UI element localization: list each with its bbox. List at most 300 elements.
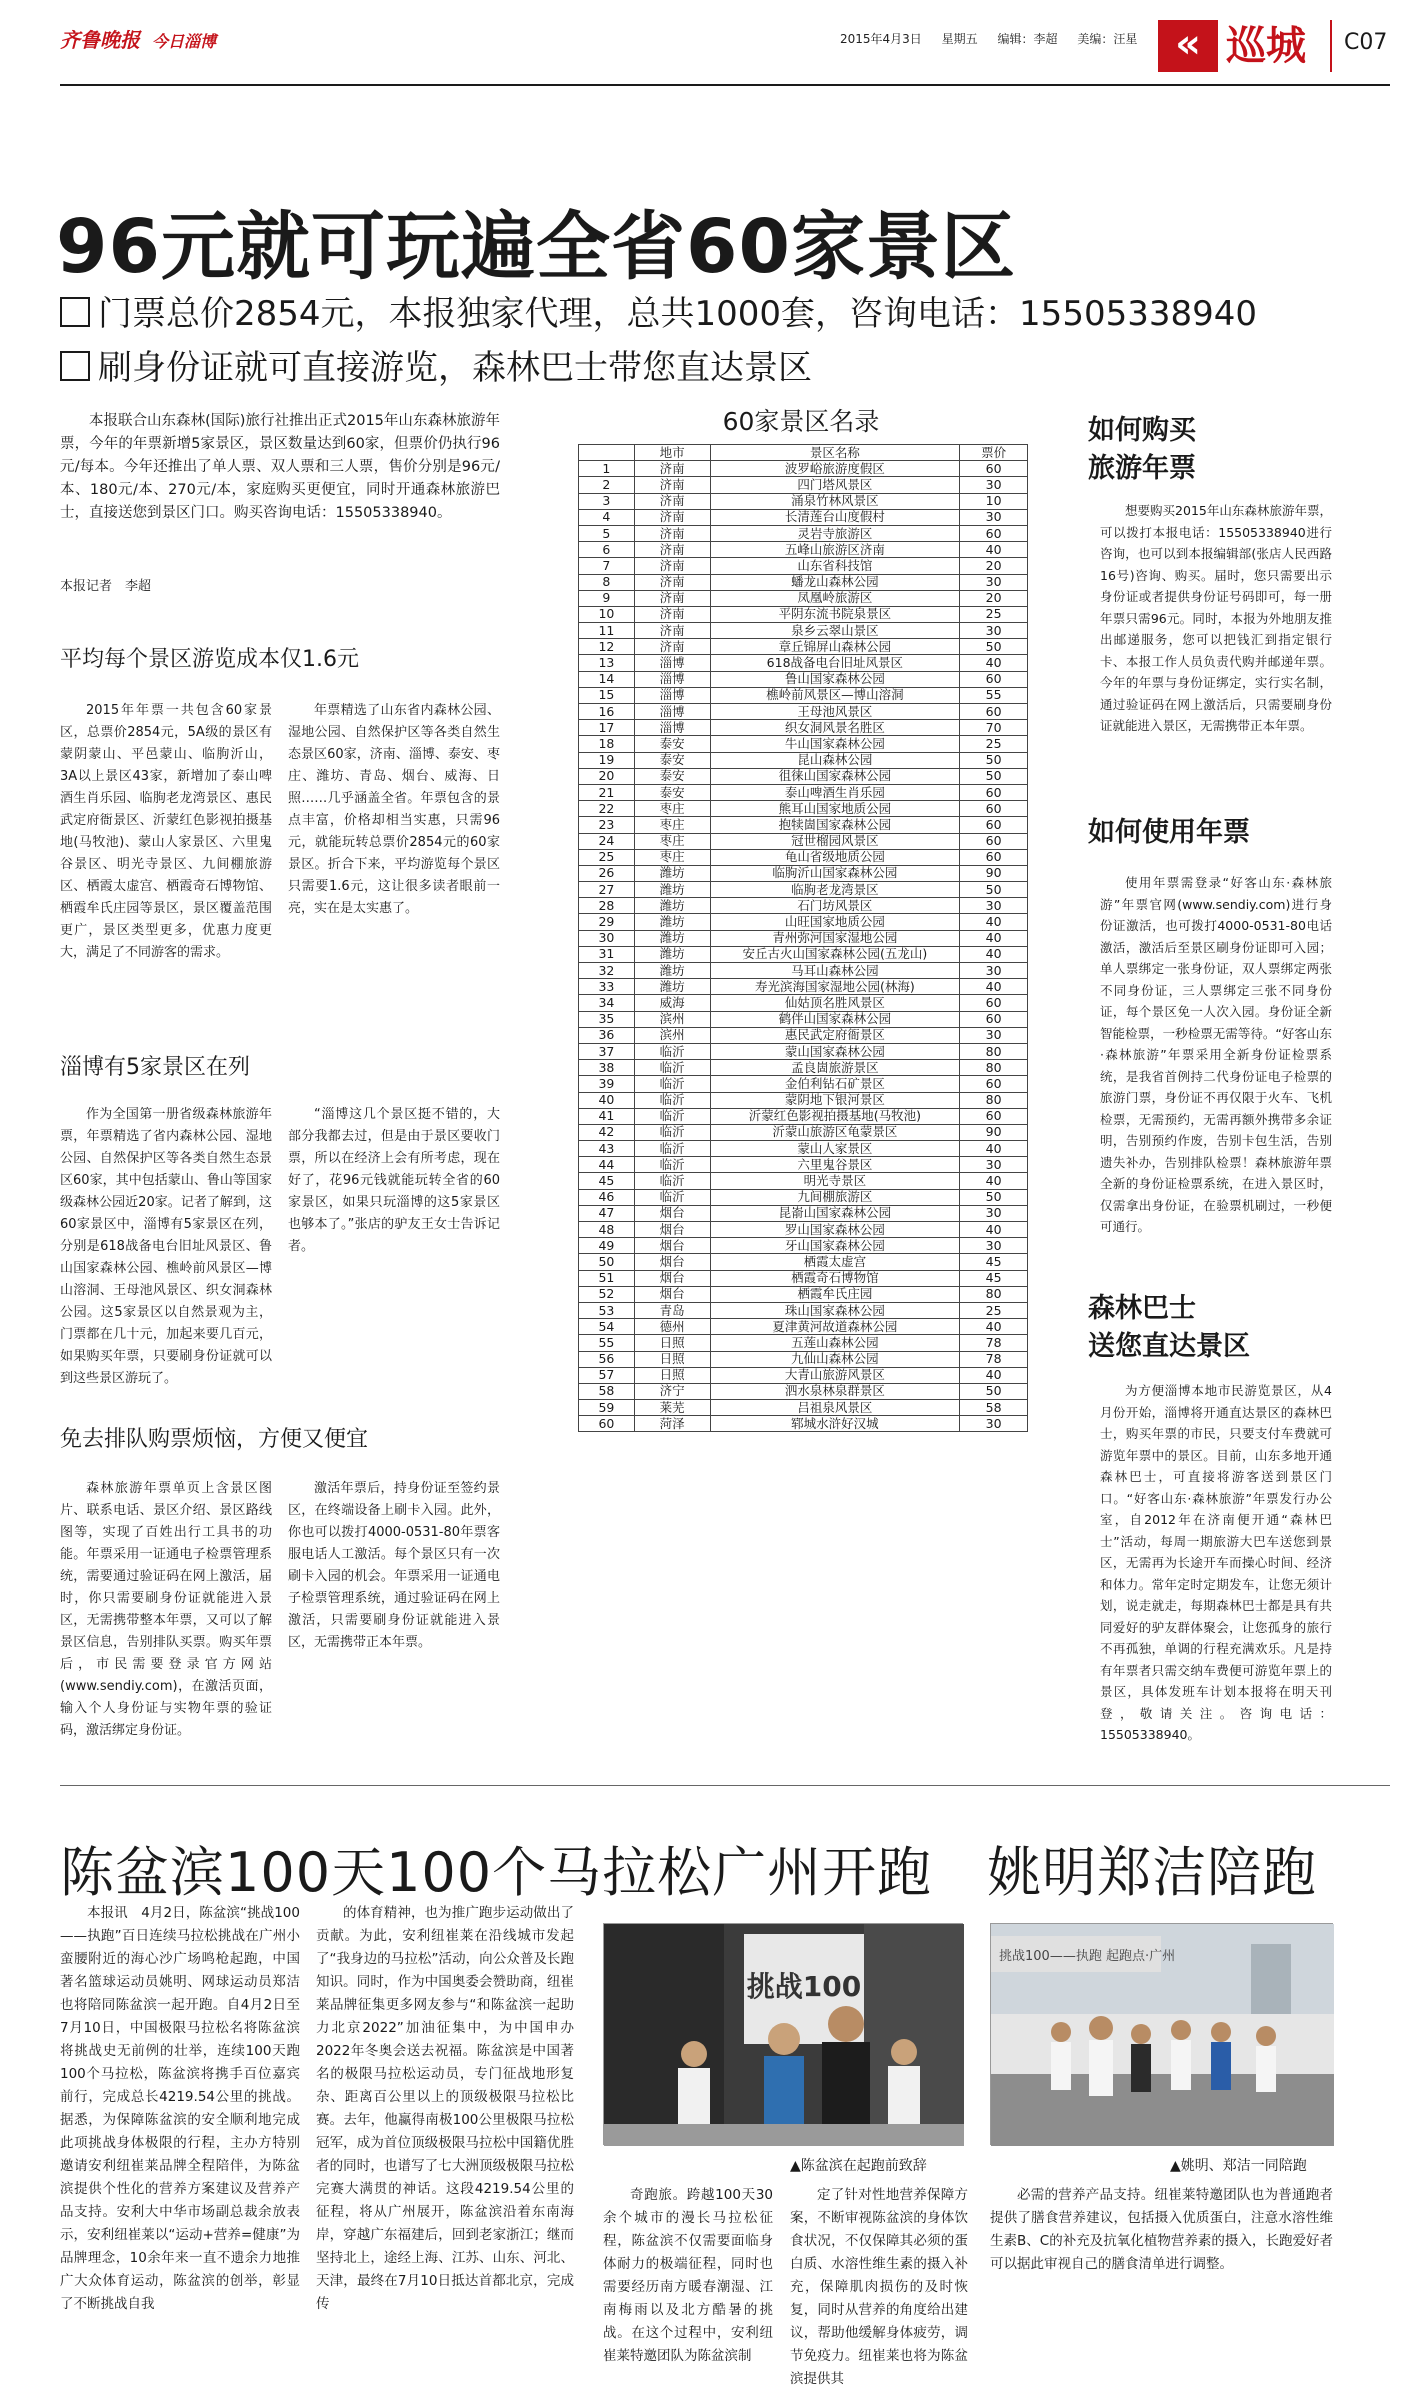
section-3-col-2-text: 激活年票后，持身份证至签约景区，在终端设备上刷卡入园。此外，你也可以拨打4000-0531-80年票客服电话人工激活。每个景区只有一次刷卡入园的机会。年票采用一证通电子检票管理系统，通过验证码在网上激活，只需要刷身份证就能进入景区，无需携带正本年票。 [288,1481,500,1650]
story-2-col-4 [790,2184,968,2387]
cell-price: 60 [960,995,1028,1011]
headline: 96元就可玩遍全省60家景区 [56,204,1016,290]
header-price: 票价 [960,445,1028,461]
cell-spot: 蟠龙山森林公园 [710,574,960,590]
cell-spot: 寿光滨海国家湿地公园(林海) [710,979,960,995]
cell-price: 40 [960,1367,1028,1383]
table-row [579,752,1028,768]
table-row [579,720,1028,736]
cell-price: 30 [960,1027,1028,1043]
section-2-col-1-text: 作为全国第一册省级森林旅游年票，年票精选了省内森林公园、湿地公园、自然保护区等各类自然生态景区60家，其中包括蒙山、鲁山等国家级森林公园近20家。记者了解到，这60家景区中，淄博有5家景区在列，分别是618战备电台旧址风景区、鲁山国家森林公园、樵岭前风景区—博山溶洞、王母池风景区、织女洞森林公园。这5家景区以自然景观为主，门票都在几十元，加起来要几百元，如果购买年票，只要刷身份证就可以到这些景区游玩了。 [60,1107,272,1386]
table-row [579,1222,1028,1238]
table-row [579,1092,1028,1108]
cell-spot: 织女洞风景名胜区 [710,720,960,736]
cell-index: 54 [579,1319,635,1335]
table-row [579,1319,1028,1335]
cell-spot: 长清莲台山度假村 [710,509,960,525]
cell-price: 40 [960,914,1028,930]
cell-spot: 蒙山人家景区 [710,1141,960,1157]
right-2-text: 使用年票需登录“好客山东·森林旅游”年票官网(www.sendiy.com)进行身份证激活，也可拨打4000-0531-80电话激活，激活后至景区刷身份证即可入园；单人票绑定一张身份证，双人票绑定两张不同身份证，三人票绑定三张不同身份证，每个景区免一人次入园。身份证全新智能检票，一秒检票无需等待。“好客山东·森林旅游”年票采用全新身份证检票系统，是我省首例持二代身份证电子检票的旅游门票，身份证不再仅限于火车、飞机检票，无需预约，无需再额外携带多余证明，告别预约作废，告别卡包生活，告别遗失补办，告别排队检票！森林旅游年票全新的身份证检票系统，在进入景区时，仅需拿出身份证，在验票机刷过，一秒便可通行。 [1100,875,1332,1234]
cell-city: 济南 [634,606,710,622]
cell-index: 18 [579,736,635,752]
cell-spot: 冠世榴园风景区 [710,833,960,849]
right-3-text: 为方便淄博本地市民游览景区，从4月份开始，淄博将开通直达景区的森林巴士，购买年票的市民，只要支付车费就可游览年票中的景区。目前，山东多地开通森林巴士，可直接将游客送到景区门口。“好客山东·森林旅游”年票发行办公室，自2012年在济南便开通“森林巴士”活动，每周一期旅游大巴车送您到景区，无需再为长途开车而操心时间、经济和体力。常年定时定期发车，让您无须计划，说走就走，每期森林巴士都是具有共同爱好的驴友群体聚会，让您孤身的旅行不再孤独，单调的行程充满欢乐。凡是持有年票者只需交纳车费便可游览年票上的景区，具体发班车计划本报将在明天刊登，敬请关注。咨询电话：15505338940。 [1100,1383,1332,1742]
cell-index: 39 [579,1076,635,1092]
cell-price: 30 [960,477,1028,493]
cell-index: 24 [579,833,635,849]
cell-index: 49 [579,1238,635,1254]
story-2-col-3-text: 奇跑旅。跨越100天30余个城市的漫长马拉松征程，陈盆滨不仅需要面临身体耐力的极端征程，同时也需要经历南方暖春潮湿、江南梅雨以及北方酷暑的挑战。在这个过程中，安利纽崔莱特邀团队为陈盆滨制 [603,2187,773,2364]
table-row [579,655,1028,671]
table-row [579,574,1028,590]
cell-index: 45 [579,1173,635,1189]
section-1-col-2-text: 年票精选了山东省内森林公园、湿地公园、自然保护区等各类自然生态景区60家，济南、淄博、泰安、枣庄、潍坊、青岛、烟台、威海、日照……几乎涵盖全省。年票包含的景点丰富，价格却相当实惠，只需96元，就能玩转总票价2854元的60家景区。折合下来，平均游览每个景区只需要1.6元，这让很多读者眼前一亮，实在是太实惠了。 [288,703,500,916]
right-3-title-line-2: 送您直达景区 [1088,1331,1250,1362]
cell-index: 34 [579,995,635,1011]
cell-spot: 明光寺景区 [710,1173,960,1189]
cell-index: 59 [579,1400,635,1416]
table-row [579,1302,1028,1318]
cell-city: 烟台 [634,1205,710,1221]
cell-price: 60 [960,801,1028,817]
cell-spot: 安丘古火山国家森林公园(五龙山) [710,946,960,962]
cell-index: 27 [579,882,635,898]
table-row [579,558,1028,574]
cell-city: 菏泽 [634,1416,710,1432]
cell-index: 32 [579,963,635,979]
cell-price: 30 [960,1416,1028,1432]
cell-index: 53 [579,1302,635,1318]
cell-price: 60 [960,525,1028,541]
cell-price: 40 [960,979,1028,995]
cell-price: 40 [960,1222,1028,1238]
table-row [579,590,1028,606]
table-row [579,1286,1028,1302]
table-row [579,1400,1028,1416]
paper-name: 齐鲁晚报 [60,28,140,52]
cell-price: 50 [960,1189,1028,1205]
cell-index: 8 [579,574,635,590]
cell-index: 15 [579,687,635,703]
cell-spot: 波罗峪旅游度假区 [710,461,960,477]
cell-price: 40 [960,946,1028,962]
cell-price: 25 [960,1302,1028,1318]
table-row [579,1011,1028,1027]
cell-price: 50 [960,882,1028,898]
cell-spot: 孟良崮旅游景区 [710,1060,960,1076]
table-row [579,801,1028,817]
square-bullet-icon [60,351,90,381]
section-2-title: 淄博有5家景区在列 [60,1055,250,1080]
cell-index: 5 [579,525,635,541]
cell-price: 78 [960,1335,1028,1351]
cell-price: 30 [960,509,1028,525]
table-row [579,736,1028,752]
cell-city: 临沂 [634,1108,710,1124]
table-row [579,671,1028,687]
cell-spot: 熊耳山国家地质公园 [710,801,960,817]
issue-info [840,30,1153,47]
cell-price: 40 [960,1173,1028,1189]
cell-price: 60 [960,1076,1028,1092]
designer-credit: 美编：汪星 [1077,32,1138,46]
story-2-col-5 [990,2184,1333,2368]
cell-price: 90 [960,865,1028,881]
cell-city: 青岛 [634,1302,710,1318]
cell-spot: 石门坊风景区 [710,898,960,914]
subhead-2-text: 刷身份证就可直接游览，森林巴士带您直达景区 [98,348,812,388]
cell-spot: 泗水泉林泉群景区 [710,1383,960,1399]
cell-city: 泰安 [634,768,710,784]
story-2-col-5-text: 必需的营养产品支持。纽崔莱特邀团队也为普通跑者提供了膳食营养建议，包括摄入优质蛋白，注意水溶性维生素B、C的补充及抗氧化植物营养素的摄入，长跑爱好者可以据此审视自己的膳食清单进行调整。 [990,2187,1333,2272]
section-1-col-1-text: 2015年年票一共包含60家景区，总票价2854元，5A级的景区有蒙阴蒙山、平邑蒙山、临朐沂山，3A以上景区43家，新增加了泰山啤酒生肖乐园、临朐老龙湾景区、惠民武定府衙景区、沂蒙红色影视拍摄基地(马牧池)、蒙山人家景区、六里鬼谷景区、明光寺景区、九间棚旅游区、栖霞太虚宫、栖霞奇石博物馆、栖霞牟氏庄园等景区，景区覆盖范围更广，景区类型更多，优惠力度更大，满足了不同游客的需求。 [60,703,272,960]
cell-spot: 龟山省级地质公园 [710,849,960,865]
cell-city: 烟台 [634,1270,710,1286]
cell-price: 50 [960,639,1028,655]
right-2-title [1088,814,1250,852]
right-1-title-line-2: 旅游年票 [1088,453,1196,484]
cell-spot: 五峰山旅游区济南 [710,542,960,558]
cell-spot: 沂蒙山旅游区龟蒙景区 [710,1124,960,1140]
table-row [579,542,1028,558]
header-city: 地市 [634,445,710,461]
cell-spot: 罗山国家森林公园 [710,1222,960,1238]
section-name: 今日淄博 [152,32,217,51]
cell-index: 6 [579,542,635,558]
cell-spot: 蒙阴地下银河景区 [710,1092,960,1108]
cell-index: 14 [579,671,635,687]
section-3-col-2 [288,1478,500,1768]
cell-spot: 青州弥河国家湿地公园 [710,930,960,946]
table-row [579,509,1028,525]
cell-index: 55 [579,1335,635,1351]
story-divider [60,1785,1390,1786]
table-row [579,1076,1028,1092]
cell-city: 泰安 [634,752,710,768]
cell-price: 30 [960,898,1028,914]
cell-city: 济南 [634,477,710,493]
cell-index: 36 [579,1027,635,1043]
table-row [579,461,1028,477]
table-row [579,525,1028,541]
cell-index: 12 [579,639,635,655]
cell-city: 泰安 [634,736,710,752]
cell-city: 枣庄 [634,833,710,849]
table-row [579,1270,1028,1286]
table-row [579,930,1028,946]
cell-city: 济宁 [634,1383,710,1399]
cell-spot: 五莲山森林公园 [710,1335,960,1351]
cell-price: 55 [960,687,1028,703]
cell-index: 28 [579,898,635,914]
cell-city: 枣庄 [634,849,710,865]
cell-city: 烟台 [634,1222,710,1238]
header-index [579,445,635,461]
cell-spot: 仙姑顶名胜风景区 [710,995,960,1011]
table-body [579,461,1028,1432]
cell-spot: 泰山啤酒生肖乐园 [710,784,960,800]
cell-city: 潍坊 [634,930,710,946]
table-row [579,1238,1028,1254]
subhead-1 [60,286,1257,335]
header-spot: 景区名称 [710,445,960,461]
cell-index: 1 [579,461,635,477]
cell-spot: 珠山国家森林公园 [710,1302,960,1318]
story-2-col-3 [603,2184,773,2368]
table-row [579,1254,1028,1270]
cell-price: 30 [960,1238,1028,1254]
table-row [579,623,1028,639]
paper-logo [60,24,216,53]
cell-spot: 沂蒙红色影视拍摄基地(马牧池) [710,1108,960,1124]
cell-city: 临沂 [634,1189,710,1205]
cell-price: 60 [960,704,1028,720]
cell-spot: 牙山国家森林公园 [710,1238,960,1254]
cell-price: 30 [960,623,1028,639]
cell-city: 潍坊 [634,979,710,995]
cell-price: 45 [960,1254,1028,1270]
table-row [579,493,1028,509]
cell-index: 2 [579,477,635,493]
cell-index: 48 [579,1222,635,1238]
cell-price: 60 [960,849,1028,865]
cell-city: 济南 [634,509,710,525]
cell-spot: 六里鬼谷景区 [710,1157,960,1173]
column-name: 巡城 [1226,23,1306,69]
cell-price: 60 [960,1011,1028,1027]
cell-spot: 山旺国家地质公园 [710,914,960,930]
cell-spot: 栖霞奇石博物馆 [710,1270,960,1286]
cell-index: 40 [579,1092,635,1108]
scenic-spots-table [578,444,1028,1432]
square-bullet-icon [60,297,90,327]
cell-index: 56 [579,1351,635,1367]
table-row [579,979,1028,995]
story-2-col-2-text: 的体育精神，也为推广跑步运动做出了贡献。为此，安利纽崔莱在沿线城市发起了“我身边的马拉松”活动，向公众普及长跑知识。同时，作为中国奥委会赞助商，纽崔莱品牌征集更多网友参与“和陈盆滨一起助力北京2022”加油征集中，为中国申办2022年冬奥会送去祝福。陈盆滨是中国著名的极限马拉松运动员，专门征战地形复杂、距离百公里以上的顶级极限马拉松比赛。去年，他赢得南极100公里极限马拉松冠军，成为首位顶级极限马拉松中国籍优胜者的同时，也谱写了七大洲顶级极限马拉松完赛大满贯的神话。这段4219.54公里的征程，将从广州展开，陈盆滨沿着东南海岸，穿越广东福建后，回到老家浙江；继而坚持北上，途经上海、江苏、山东、河北、天津，最终在7月10日抵达首都北京，完成传 [316,1905,574,2312]
cell-spot: 鹤伴山国家森林公园 [710,1011,960,1027]
right-2-body [1100,872,1332,1278]
cell-city: 潍坊 [634,963,710,979]
cell-price: 30 [960,1157,1028,1173]
cell-price: 20 [960,558,1028,574]
subhead-1-text: 门票总价2854元，本报独家代理，总共1000套，咨询电话：15505338940 [98,294,1258,334]
table-row [579,784,1028,800]
table-row [579,1205,1028,1221]
cell-index: 50 [579,1254,635,1270]
cell-price: 70 [960,720,1028,736]
cell-price: 40 [960,1141,1028,1157]
photo-1-caption: ▲陈盆滨在起跑前致辞 [790,2158,927,2174]
cell-price: 30 [960,1205,1028,1221]
cell-city: 临沂 [634,1141,710,1157]
cell-city: 烟台 [634,1286,710,1302]
cell-index: 43 [579,1141,635,1157]
table-row [579,946,1028,962]
cell-index: 9 [579,590,635,606]
cell-spot: 牛山国家森林公园 [710,736,960,752]
cell-city: 济南 [634,493,710,509]
cell-spot: 平阴东流书院泉景区 [710,606,960,622]
cell-index: 29 [579,914,635,930]
table-row [579,1043,1028,1059]
cell-city: 淄博 [634,720,710,736]
cell-price: 50 [960,768,1028,784]
cell-spot: 泉乡云翠山景区 [710,623,960,639]
table-row [579,1108,1028,1124]
right-2-title-line-1: 如何使用年票 [1088,817,1250,848]
section-1-col-1 [60,700,272,1000]
cell-index: 42 [579,1124,635,1140]
cell-city: 潍坊 [634,882,710,898]
table-row [579,882,1028,898]
cell-city: 济南 [634,590,710,606]
cell-city: 济南 [634,461,710,477]
issue-date: 2015年4月3日 [840,32,922,46]
editor-credit: 编辑：李超 [997,32,1058,46]
cell-price: 60 [960,1108,1028,1124]
table-row [579,1027,1028,1043]
chevron-left-icon: « [1158,20,1218,72]
cell-index: 46 [579,1189,635,1205]
cell-city: 潍坊 [634,898,710,914]
table-title: 60家景区名录 [722,407,880,436]
cell-price: 40 [960,1319,1028,1335]
cell-city: 枣庄 [634,801,710,817]
table-row [579,1124,1028,1140]
cell-price: 80 [960,1043,1028,1059]
issue-weekday: 星期五 [941,32,978,46]
cell-city: 烟台 [634,1238,710,1254]
cell-spot: 樵岭前风景区—博山溶洞 [710,687,960,703]
cell-city: 济南 [634,623,710,639]
cell-spot: 鲁山国家森林公园 [710,671,960,687]
cell-index: 38 [579,1060,635,1076]
cell-index: 47 [579,1205,635,1221]
cell-index: 21 [579,784,635,800]
right-1-text: 想要购买2015年山东森林旅游年票，可以拨打本报电话：15505338940进行咨询，也可以到本报编辑部(张店人民西路16号)咨询、购买。届时，您只需要出示身份证或者提供身份证号码即可，每一册年票只需96元。同时，本报为外地朋友推出邮递服务，您可以把钱汇到指定银行卡、本报工作人员负责代购并邮递年票。今年的年票与身份证绑定，实行实名制，通过验证码在网上激活后，只需要刷身份证就能进入景区，无需携带正本年票。 [1100,503,1332,733]
cell-city: 淄博 [634,687,710,703]
cell-price: 80 [960,1060,1028,1076]
cell-price: 80 [960,1092,1028,1108]
cell-city: 莱芜 [634,1400,710,1416]
cell-city: 滨州 [634,1011,710,1027]
table-row [579,1157,1028,1173]
cell-spot: 徂徕山国家森林公园 [710,768,960,784]
cell-index: 60 [579,1416,635,1432]
cell-index: 17 [579,720,635,736]
cell-price: 80 [960,1286,1028,1302]
badge-divider [1330,20,1332,72]
cell-index: 31 [579,946,635,962]
cell-city: 枣庄 [634,817,710,833]
table-row [579,1416,1028,1432]
photo-yao-zheng [990,1923,1333,2145]
table-row [579,1383,1028,1399]
cell-price: 10 [960,493,1028,509]
section-1-title: 平均每个景区游览成本仅1.6元 [60,647,359,672]
cell-spot: 大青山旅游风景区 [710,1367,960,1383]
cell-index: 23 [579,817,635,833]
cell-index: 52 [579,1286,635,1302]
table-row [579,898,1028,914]
cell-price: 40 [960,542,1028,558]
cell-city: 临沂 [634,1043,710,1059]
cell-price: 25 [960,736,1028,752]
cell-spot: 吕祖泉风景区 [710,1400,960,1416]
cell-city: 济南 [634,574,710,590]
banner-text: 挑战100 [746,1970,862,2003]
cell-city: 泰安 [634,784,710,800]
cell-index: 13 [579,655,635,671]
table-row [579,849,1028,865]
cell-index: 35 [579,1011,635,1027]
cell-spot: 郓城水浒好汉城 [710,1416,960,1432]
table-row [579,704,1028,720]
cell-spot: 山东省科技馆 [710,558,960,574]
cell-city: 临沂 [634,1157,710,1173]
cell-index: 25 [579,849,635,865]
cell-spot: 马耳山森林公园 [710,963,960,979]
table-row [579,833,1028,849]
cell-spot: 临朐沂山国家森林公园 [710,865,960,881]
cell-price: 45 [960,1270,1028,1286]
cell-spot: 四门塔风景区 [710,477,960,493]
cell-city: 济南 [634,525,710,541]
cell-price: 78 [960,1351,1028,1367]
cell-price: 50 [960,1383,1028,1399]
cell-price: 40 [960,930,1028,946]
photo-2-banner: 挑战100——执跑 起跑点·广州 [999,1949,1176,1964]
table-row [579,963,1028,979]
table-row [579,817,1028,833]
table-row [579,1351,1028,1367]
cell-index: 57 [579,1367,635,1383]
table-row [579,768,1028,784]
cell-city: 临沂 [634,1124,710,1140]
cell-city: 潍坊 [634,914,710,930]
cell-index: 16 [579,704,635,720]
cell-index: 44 [579,1157,635,1173]
cell-price: 60 [960,671,1028,687]
cell-price: 60 [960,784,1028,800]
table-row [579,995,1028,1011]
cell-city: 德州 [634,1319,710,1335]
cell-price: 20 [960,590,1028,606]
cell-spot: 夏津黄河故道森林公园 [710,1319,960,1335]
right-3-body [1100,1380,1332,1760]
section-3-title: 免去排队购票烦恼，方便又便宜 [60,1427,369,1452]
intro-paragraph [60,410,500,560]
table-header-row [579,445,1028,461]
table-row [579,639,1028,655]
cell-index: 58 [579,1383,635,1399]
table-row [579,1141,1028,1157]
cell-price: 50 [960,752,1028,768]
table-row [579,687,1028,703]
cell-index: 10 [579,606,635,622]
cell-city: 淄博 [634,671,710,687]
cell-spot: 凤凰岭旅游区 [710,590,960,606]
cell-city: 潍坊 [634,865,710,881]
section-2-col-2 [288,1104,500,1380]
cell-price: 60 [960,817,1028,833]
cell-city: 日照 [634,1335,710,1351]
cell-index: 33 [579,979,635,995]
masthead-rule [60,84,1390,86]
cell-spot: 九仙山森林公园 [710,1351,960,1367]
cell-spot: 蒙山国家森林公园 [710,1043,960,1059]
cell-city: 淄博 [634,655,710,671]
